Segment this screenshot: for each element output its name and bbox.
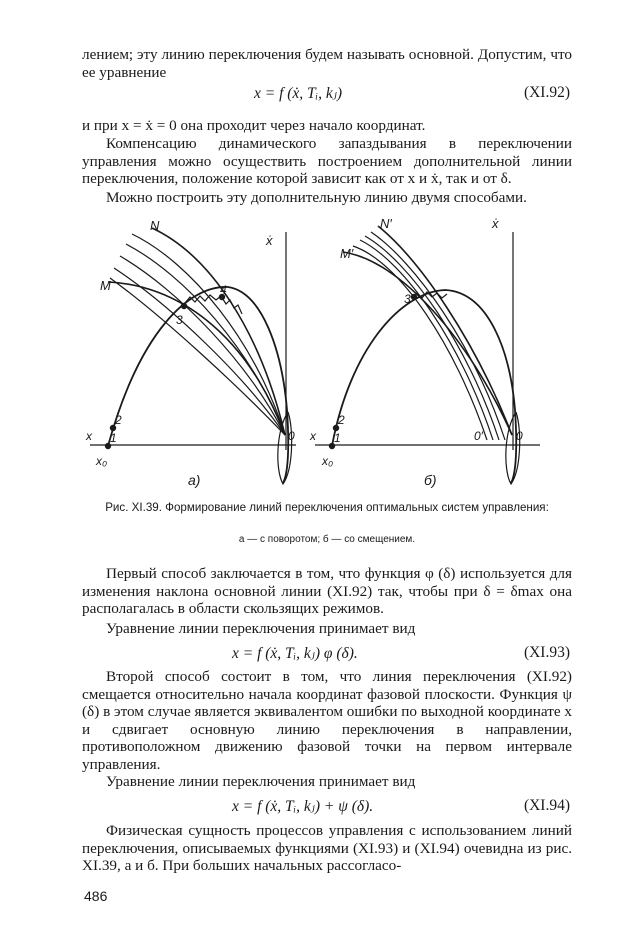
panel-a-labels — [85, 218, 295, 488]
label-xdot-b: ẋ — [492, 216, 499, 231]
label-xdot-a: ẋ — [266, 233, 273, 248]
label-3-a: 3 — [176, 313, 183, 327]
equation-number: (XI.94) — [523, 797, 570, 814]
label-N-b: N′ — [380, 216, 392, 231]
label-x0-a: x₀ — [96, 454, 108, 468]
curve-M-a — [108, 282, 285, 435]
label-3-b: 3 — [404, 292, 411, 306]
label-1-a: 1 — [110, 431, 117, 445]
paragraph-2: и при x = ẋ = 0 она проходит через начало координат. — [82, 117, 426, 134]
label-x-a: x — [86, 429, 92, 443]
boundary-curve-b — [332, 290, 516, 483]
paragraph-5: Первый способ заключается в том, что функция φ (δ) используется для изменения наклона основной линии (XI.92) так, чтобы при δ = δmax она располагалась в области скользящих режимов. — [82, 565, 572, 618]
paragraph-1: лением; эту линию переключения будем называть основной. Допустим, что ее уравнение — [82, 46, 572, 81]
equation-xi-94 — [82, 797, 572, 817]
page-number: 486 — [84, 888, 108, 904]
panel-a — [90, 228, 296, 484]
paragraph-3: Компенсацию динамического запаздывания в переключении управления можно осуществить построением дополнительной линии переключения, положение которой зависит как от x и ẋ, так и от δ. — [82, 135, 572, 188]
equation-formula: x = f (ẋ, Tᵢ, kⱼ) + ψ (δ). — [232, 798, 374, 815]
equation-number: (XI.93) — [523, 644, 570, 661]
figure-caption: Рис. XI.39. Формирование линий переключения оптимальных систем управления: — [105, 501, 549, 514]
label-x0-b: x₀ — [322, 454, 334, 468]
panel-label-a: а) — [188, 472, 201, 488]
label-origin-a: 0 — [288, 429, 295, 443]
switch-line-a-2 — [126, 244, 285, 435]
paragraph-6: Уравнение линии переключения принимает вид — [106, 620, 416, 637]
label-origin-b: 0 — [516, 429, 523, 443]
panel-b-labels — [309, 216, 523, 488]
equation-xi-93 — [82, 644, 572, 664]
label-N-a: N — [150, 218, 160, 233]
paragraph-7: Второй способ состоит в том, что линия переключения (XI.92) смещается относительно начала координат фазовой плоскости. Функция ψ (δ) в этом случае является эквивалентом ошибки по выходной координате x и сдвигает основную линию переключения в направлении, противоположном движению фазовой точки на первом интервале управления. — [82, 668, 572, 773]
switch-line-b-3 — [365, 236, 499, 440]
equation-formula: x = f (ẋ, Tᵢ, kⱼ) φ (δ). — [232, 645, 358, 662]
label-1-b: 1 — [334, 431, 341, 445]
panel-b — [315, 226, 540, 484]
paragraph-9: Физическая сущность процессов управления с использованием линий переключения, описываемых функциями (XI.93) и (XI.94) очевидна из рис. XI.39, а и б. При больших начальных рассогласо- — [82, 822, 572, 875]
equation-number: (XI.92) — [523, 84, 570, 101]
label-x-b: x — [310, 429, 316, 443]
label-M-a: M — [100, 278, 111, 293]
point-3-a — [181, 303, 186, 308]
label-shifted-origin-b: 0′ — [474, 429, 483, 443]
panel-label-b: б) — [424, 472, 437, 488]
equation-formula: x = f (ẋ, Tᵢ, kⱼ) — [254, 85, 343, 102]
label-4-a: 4 — [220, 283, 227, 297]
paragraph-8: Уравнение линии переключения принимает вид — [106, 773, 416, 790]
label-2-b: 2 — [338, 413, 345, 427]
point-3-b — [411, 294, 416, 299]
label-2-a: 2 — [115, 413, 122, 427]
label-M-b: M′ — [340, 246, 354, 261]
switch-line-b-1 — [353, 246, 487, 440]
switch-line-a-3 — [120, 256, 285, 435]
paragraph-4: Можно построить эту дополнительную линию двумя способами. — [106, 189, 527, 206]
figure-subcaption: а — с поворотом; б — со смещением. — [238, 534, 416, 545]
switch-line-b-2 — [360, 240, 493, 440]
